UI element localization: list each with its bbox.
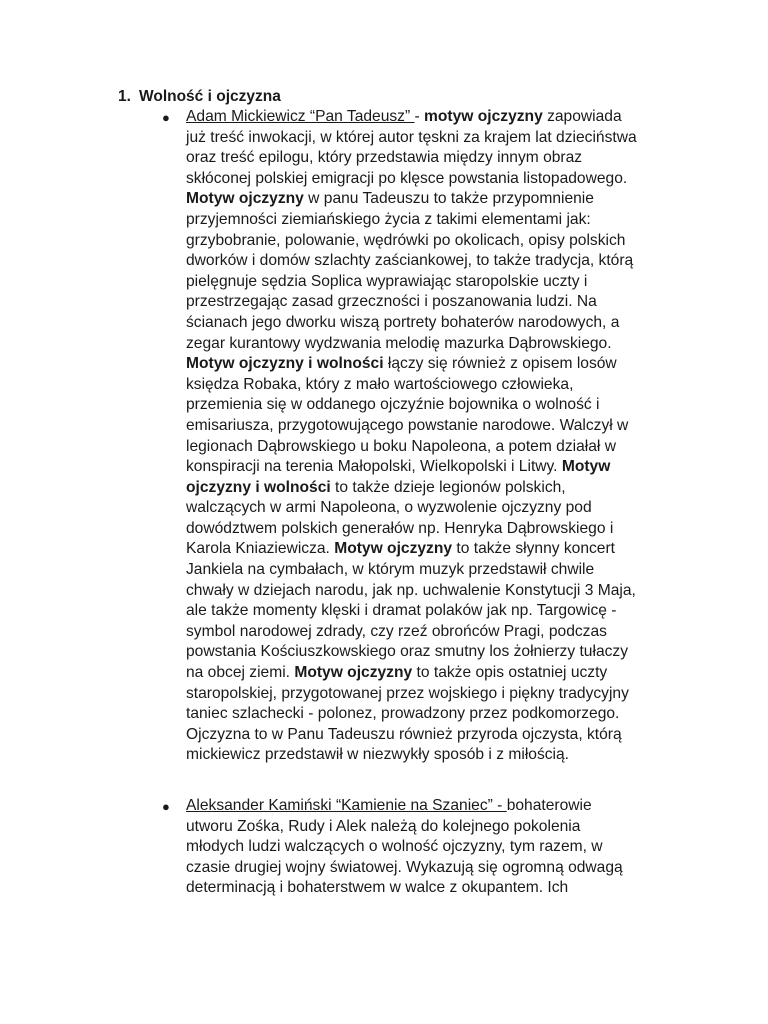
text-line [186, 858, 686, 879]
bold-text: motyw ojczyzny [424, 108, 543, 125]
text-segment: ale także momenty klęski i dramat polaków jak np. Targowicę - [186, 602, 617, 620]
text-line [186, 395, 686, 416]
text-line [186, 107, 686, 128]
text-segment: mickiewicz przedstawił w niezwykły sposób i z miłością. [186, 746, 570, 764]
section-heading [118, 86, 281, 107]
text-segment: powstania Kościuszkowskiego oraz smutny los żołnierzy tułaczy [186, 643, 629, 661]
text-line [186, 725, 686, 746]
text-line [186, 817, 686, 838]
bold-text: Motyw ojczyzny i wolności [186, 355, 384, 373]
text-line [186, 189, 686, 210]
text-line [186, 796, 686, 817]
text-segment: czasie drugiej wojny światowej. Wykazują się ogromną odwagą [186, 858, 623, 876]
text-line [186, 128, 686, 149]
text-line [186, 560, 686, 581]
text-line [186, 437, 686, 458]
text-line [186, 375, 686, 396]
underlined-title: Aleksander Kamiński “Kamienie na Szaniec” - [186, 797, 507, 814]
text-segment: oraz treść epilogu, który przedstawia między innym obraz [186, 149, 583, 167]
underlined-title: Adam Mickiewicz “Pan Tadeusz” [186, 108, 415, 125]
bold-text: Motyw ojczyzny [294, 664, 413, 682]
text-segment: konspiracji na terenia Małopolski, Wielkopolski i Litwy. [186, 458, 562, 476]
text-segment: pielęgnuje sędzia Soplica wyprawiając staropolskie uczty i [186, 272, 588, 290]
text-segment: chwały w dziejach narodu, jak np. uchwalenie Konstytucji 3 Maja, [186, 581, 636, 599]
text-segment: Karola Kniaziewicza. [186, 540, 335, 558]
text-segment: na obcej ziemi. [186, 664, 295, 682]
text-segment: determinacją i bohaterstwem w walce z okupantem. Ich [186, 879, 569, 897]
bold-text: Motyw ojczyzny [186, 190, 304, 208]
text-segment: to także opis ostatniej uczty [412, 664, 608, 682]
text-segment: utworu Zośka, Rudy i Alek należą do kolejnego pokolenia [186, 817, 581, 835]
text-segment: walczących w armi Napoleona, o wyzwolenie ojczyzny pod [186, 499, 592, 517]
text-segment: dowództwem polskich generałów np. Henryka Dąbrowskiego i [186, 519, 614, 537]
text-line [186, 169, 686, 190]
text-line [186, 622, 686, 643]
text-line [186, 704, 686, 725]
bold-text: Motyw [561, 458, 611, 476]
text-line [186, 416, 686, 437]
text-segment: przyjemności ziemiańskiego życia z takimi elementami jak: [186, 210, 591, 228]
text-segment: zegar kurantowy wydzwania melodię mazurka Dąbrowskiego. [186, 334, 612, 352]
text-segment: zapowiada [542, 108, 622, 125]
text-segment: księdza Robaka, który z mało wartościowego człowieka, [186, 375, 574, 393]
text-line [186, 519, 686, 540]
text-line [186, 878, 686, 899]
text-segment: dworków i domów szlachty zaściankowej, to także tradycja, którą [186, 252, 634, 270]
text-line [186, 334, 686, 355]
text-segment: to także słynny koncert [452, 540, 616, 558]
section-title: Wolność i ojczyzna [139, 88, 281, 105]
text-line [186, 354, 686, 375]
text-line [186, 457, 686, 478]
text-segment: bohaterowie [506, 797, 592, 814]
text-segment: symbol narodowej zdrady, czy rzeź obrońców Pragi, podczas [186, 622, 607, 640]
text-segment: skłóconej polskiej emigracji po klęsce powstania listopadowego. [186, 169, 628, 187]
text-line [186, 539, 686, 560]
bullet-icon: ● [162, 110, 170, 125]
text-segment: łączy się również z opisem losów [383, 355, 617, 373]
text-segment: w panu Tadeuszu to także przypomnienie [303, 190, 594, 208]
text-segment: już treść inwokacji, w której autor tęskni za krajem lat dzieciństwa [186, 128, 637, 146]
text-line [186, 498, 686, 519]
text-line [186, 684, 686, 705]
text-line [186, 581, 686, 602]
text-segment: taniec szlachecki - polonez, prowadzony przez podkomorzego. [186, 705, 620, 723]
text-segment: przestrzegając zasad grzeczności i poszanowania ludzi. Na [186, 293, 597, 311]
section-number: 1. [118, 88, 131, 105]
text-line [186, 601, 686, 622]
text-line [186, 642, 686, 663]
text-line [186, 292, 686, 313]
text-line [186, 231, 686, 252]
text-line [186, 745, 686, 766]
text-segment: emisariusza, przygotowującego powstanie narodowe. Walczył w [186, 416, 629, 434]
bold-text: Motyw ojczyzny [334, 540, 453, 558]
text-segment: młodych ludzi walczących o wolność ojczyzny, tym razem, w [186, 838, 603, 856]
text-line [186, 148, 686, 169]
text-segment: Ojczyzna to w Panu Tadeuszu również przyroda ojczysta, którą [186, 725, 622, 743]
text-segment: Jankiela na cymbałach, w którym muzyk przedstawił chwile [186, 561, 595, 579]
text-segment: staropolskiej, przygotowanej przez wojskiego i piękny tradycyjny [186, 684, 629, 702]
text-segment: - [414, 108, 425, 125]
text-line [186, 663, 686, 684]
text-line [186, 837, 686, 858]
text-line [186, 210, 686, 231]
text-segment: legionach Dąbrowskiego u boku Napoleona, a potem działał w [186, 437, 616, 455]
list-item-pan-tadeusz [186, 107, 686, 766]
list-item-kamienie-na-szaniec [186, 796, 686, 899]
text-line [186, 478, 686, 499]
bullet-icon: ● [162, 799, 170, 814]
text-segment: grzybobranie, polowanie, wędrówki po okolicach, opisy polskich [186, 231, 626, 249]
text-segment: to także dzieje legionów polskich, [330, 478, 566, 496]
bold-text: ojczyzny i wolności [186, 478, 331, 496]
text-segment: ścianach jego dworku wiszą portrety bohaterów narodowych, a [186, 313, 620, 331]
text-line [186, 272, 686, 293]
text-line [186, 313, 686, 334]
text-segment: przemienia się w oddanego ojczyźnie bojownika o wolność i [186, 396, 600, 414]
text-line [186, 251, 686, 272]
